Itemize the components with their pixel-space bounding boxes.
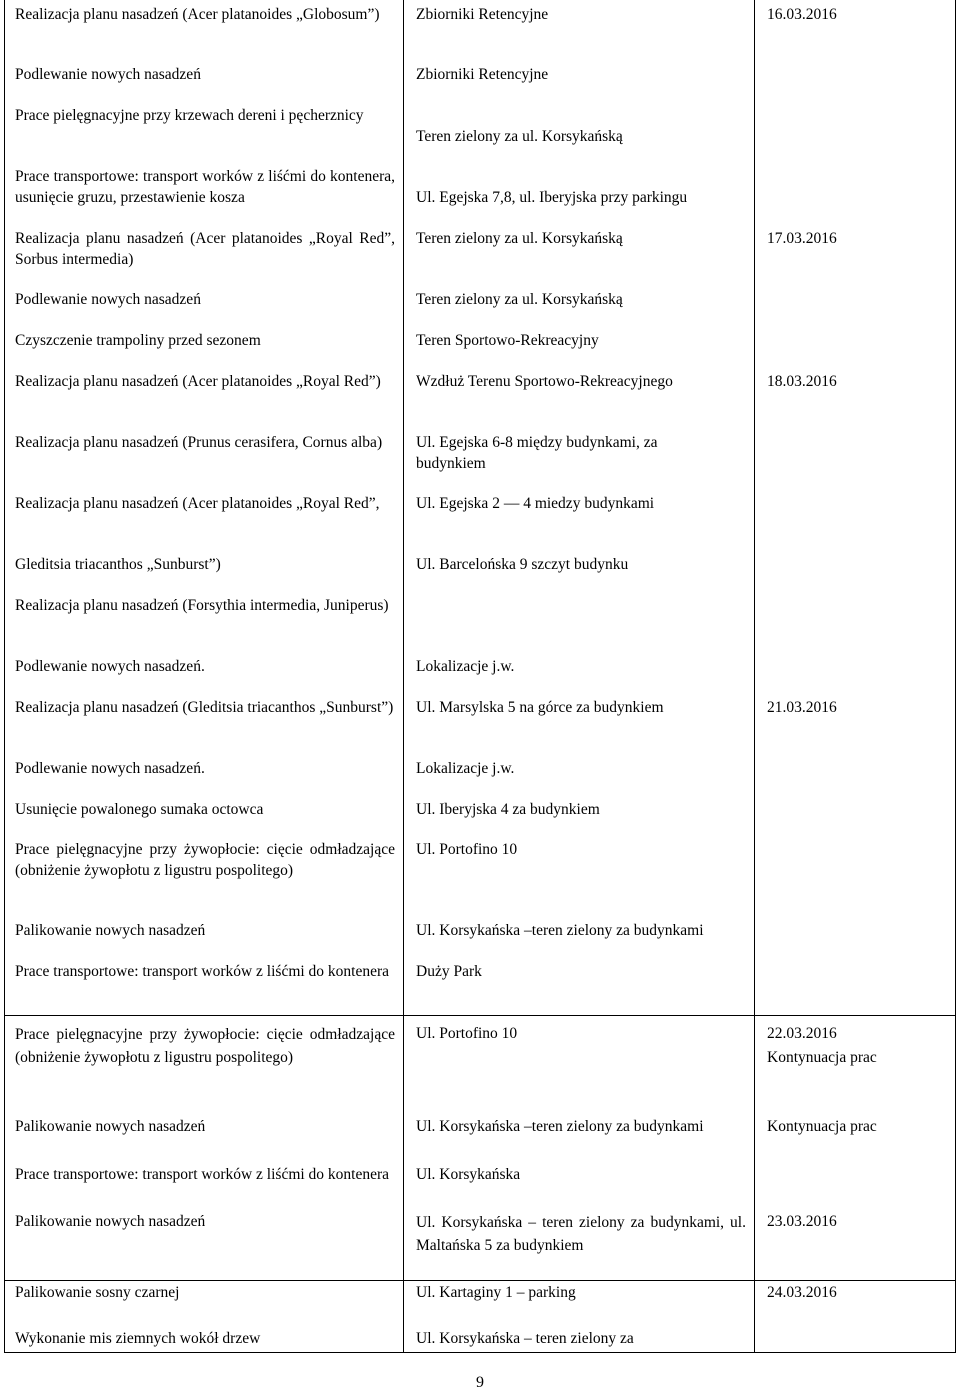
task-cell: Palikowanie nowych nasadzeń [15, 922, 206, 939]
date-cell: 21.03.2016 [767, 699, 837, 716]
date-note: Kontynuacja prac [767, 1118, 877, 1135]
task-cell: Podlewanie nowych nasadzeń. [15, 658, 205, 675]
task-cell: Prace transportowe: transport worków z liśćmi do kontenera [15, 1166, 390, 1183]
location-cell: Lokalizacje j.w. [416, 760, 515, 777]
column-divider [754, 0, 755, 1352]
location-cell: Duży Park [416, 963, 482, 980]
date-cell: 23.03.2016 [767, 1213, 837, 1230]
location-cell: Wzdłuż Terenu Sportowo-Rekreacyjnego [416, 373, 673, 390]
task-cell: Podlewanie nowych nasadzeń. [15, 760, 205, 777]
task-cell: Realizacja planu nasadzeń (Acer platanoides „Royal Red”, Sorbus intermedia) [15, 230, 395, 268]
location-cell: Zbiorniki Retencyjne [416, 66, 549, 83]
task-cell: Prace pielęgnacyjne przy żywopłocie: cięcie odmładzające (obniżenie żywopłotu z ligustru pospolitego) [15, 1026, 395, 1066]
location-cell: Ul. Barcelońska 9 szczyt budynku [416, 556, 629, 573]
date-cell: 18.03.2016 [767, 373, 837, 390]
date-cell: 17.03.2016 [767, 230, 837, 247]
location-cell: Lokalizacje j.w. [416, 658, 515, 675]
task-cell: Palikowanie nowych nasadzeń [15, 1213, 206, 1230]
task-cell: Podlewanie nowych nasadzeń [15, 66, 201, 83]
location-cell: Ul. Egejska 7,8, ul. Iberyjska przy parkingu [416, 189, 688, 206]
task-cell: Prace transportowe: transport worków z liśćmi do kontenera [15, 963, 390, 980]
task-cell: Palikowanie nowych nasadzeń [15, 1118, 206, 1135]
task-cell: Prace transportowe: transport worków z liśćmi do kontenera, usunięcie gruzu, przestawienie kosza [15, 168, 395, 206]
location-cell: Zbiorniki Retencyjne [416, 6, 549, 23]
location-cell: Teren Sportowo-Rekreacyjny [416, 332, 599, 349]
location-cell: Ul. Kartaginy 1 – parking [416, 1284, 576, 1301]
location-cell: Teren zielony za ul. Korsykańską [416, 128, 623, 145]
task-cell: Realizacja planu nasadzeń (Acer platanoides „Royal Red”) [15, 373, 381, 390]
location-cell: Teren zielony za ul. Korsykańską [416, 230, 623, 247]
page-number: 9 [476, 1374, 484, 1391]
location-cell: Ul. Korsykańska [416, 1166, 521, 1183]
task-cell: Realizacja planu nasadzeń (Acer platanoides „Globosum”) [15, 6, 380, 23]
task-cell: Realizacja planu nasadzeń (Prunus cerasifera, Cornus alba) [15, 434, 383, 451]
date-note: Kontynuacja prac [767, 1049, 877, 1066]
location-cell: Ul. Korsykańska – teren zielony za [416, 1330, 634, 1347]
task-cell: Realizacja planu nasadzeń (Gleditsia triacanthos „Sunburst”) [15, 699, 394, 716]
column-divider [403, 0, 404, 1352]
task-cell: Prace pielęgnacyjne przy żywopłocie: cięcie odmładzające (obniżenie żywopłotu z ligustru pospolitego) [15, 841, 395, 879]
row-divider [5, 1015, 955, 1016]
task-cell: Prace pielęgnacyjne przy krzewach dereni i pęcherznicy [15, 107, 364, 124]
location-cell: Teren zielony za ul. Korsykańską [416, 291, 623, 308]
date-cell: 16.03.2016 [767, 6, 837, 23]
task-cell: Wykonanie mis ziemnych wokół drzew [15, 1330, 261, 1347]
task-cell: Gleditsia triacanthos „Sunburst”) [15, 556, 221, 573]
location-cell: Ul. Marsylska 5 na górce za budynkiem [416, 699, 664, 716]
location-cell: Ul. Portofino 10 [416, 1025, 518, 1042]
task-cell: Palikowanie sosny czarnej [15, 1284, 180, 1301]
location-cell: Ul. Egejska 2 — 4 miedzy budynkami [416, 495, 655, 512]
date-cell: 22.03.2016 [767, 1025, 837, 1042]
row-divider [5, 1280, 955, 1281]
task-cell: Podlewanie nowych nasadzeń [15, 291, 201, 308]
task-cell: Usunięcie powalonego sumaka octowca [15, 801, 264, 818]
location-cell: Ul. Korsykańska –teren zielony za budynkami [416, 1118, 704, 1135]
task-cell: Realizacja planu nasadzeń (Forsythia intermedia, Juniperus) [15, 597, 389, 614]
location-cell: Ul. Iberyjska 4 za budynkiem [416, 801, 600, 818]
location-cell: Ul. Korsykańska – teren zielony za budynkami, ul. Maltańska 5 za budynkiem [416, 1214, 746, 1254]
task-cell: Czyszczenie trampoliny przed sezonem [15, 332, 261, 349]
date-cell: 24.03.2016 [767, 1284, 837, 1301]
location-cell: Ul. Egejska 6-8 między budynkami, za budynkiem [416, 434, 658, 472]
location-cell: Ul. Portofino 10 [416, 841, 518, 858]
task-cell: Realizacja planu nasadzeń (Acer platanoides „Royal Red”, [15, 495, 380, 512]
location-cell: Ul. Korsykańska –teren zielony za budynkami [416, 922, 704, 939]
